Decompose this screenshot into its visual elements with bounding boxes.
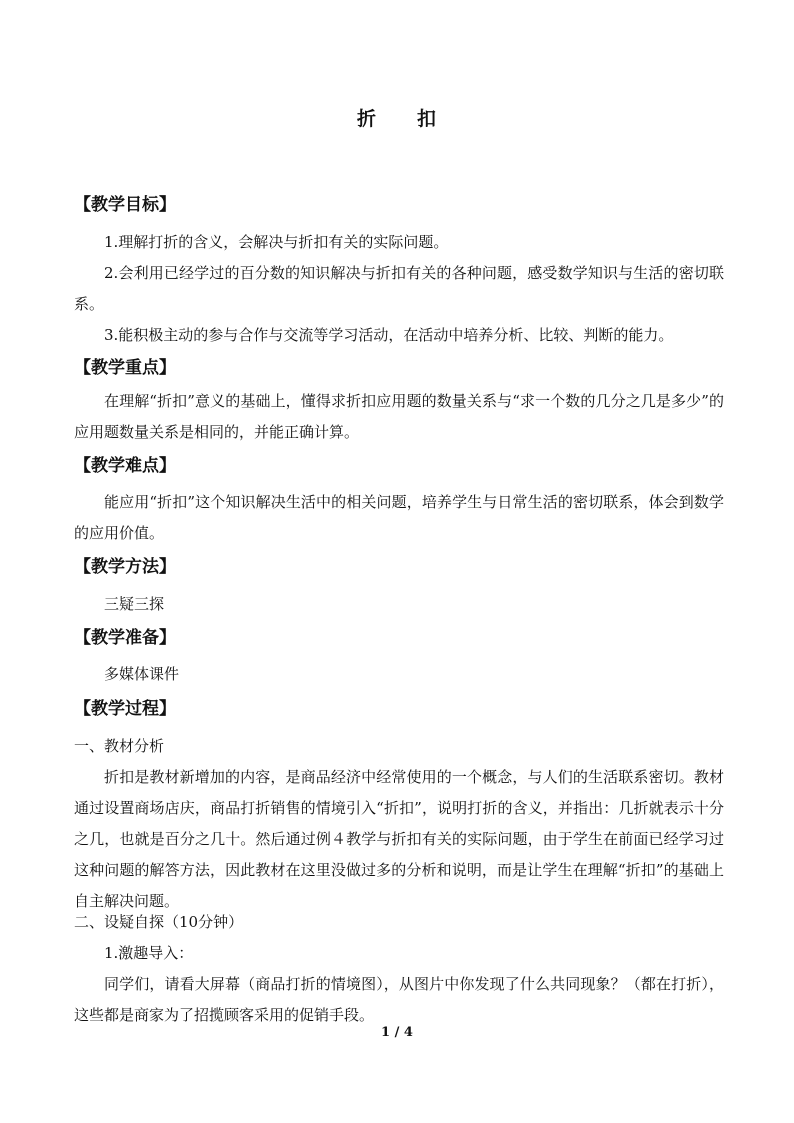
goal-item-3: 3.能积极主动的参与合作与交流等学习活动，在活动中培养分析、比较、判断的能力。: [104, 326, 674, 344]
process-step1-text: 同学们，请看大屏幕（商品打折的情境图），从图片中你发现了什么共同现象？（都在打折），这些都是商家为了招揽顾客采用的促销手段。: [74, 975, 724, 1024]
page-title: [0, 104, 794, 131]
goal-item-2: 2.会利用已经学过的百分数的知识解决与折扣有关的各种问题，感受数学知识与生活的密切联系。: [74, 264, 724, 313]
section-heading-key-points: 【教学重点】: [74, 358, 176, 378]
goal-item-1: 1.理解打折的含义，会解决与折扣有关的实际问题。: [104, 233, 449, 251]
section-heading-preparation: 【教学准备】: [74, 628, 176, 648]
process-part1-text: 折扣是教材新增加的内容，是商品经济中经常使用的一个概念，与人们的生活联系密切。教材通过设置商场店庆，商品打折销售的情境引入“折扣”，说明打折的含义，并指出：几折就表示十分之几，也就是百分之几十。然后通过例４教学与折扣有关的实际问题，由于学生在前面已经学习过这种问题的解答方法，因此教材在这里没做过多的分析和说明，而是让学生在理解“折扣”的基础上自主解决问题。: [74, 768, 724, 910]
preparation-text: 多媒体课件: [104, 665, 180, 683]
title-char-2: 扣: [417, 108, 438, 130]
page-number: 1 / 4: [381, 1025, 413, 1040]
section-heading-goals: 【教学目标】: [74, 195, 176, 215]
process-part2-title: 二、设疑自探（10分钟）: [74, 913, 244, 931]
difficulties-text: 能应用“折扣”这个知识解决生活中的相关问题，培养学生与日常生活的密切联系，体会到数学的应用价值。: [74, 493, 724, 542]
section-heading-process: 【教学过程】: [74, 699, 176, 719]
process-part1-title: 一、教材分析: [74, 737, 165, 755]
key-points-text: 在理解“折扣”意义的基础上，懂得求折扣应用题的数量关系与“求一个数的几分之几是多少”的应用题数量关系是相同的，并能正确计算。: [74, 392, 724, 441]
process-step1-title: 1.激趣导入：: [104, 944, 194, 962]
section-heading-methods: 【教学方法】: [74, 557, 176, 577]
section-heading-difficulties: 【教学难点】: [74, 456, 176, 476]
title-char-1: 折: [356, 108, 377, 130]
methods-text: 三疑三探: [104, 595, 165, 613]
